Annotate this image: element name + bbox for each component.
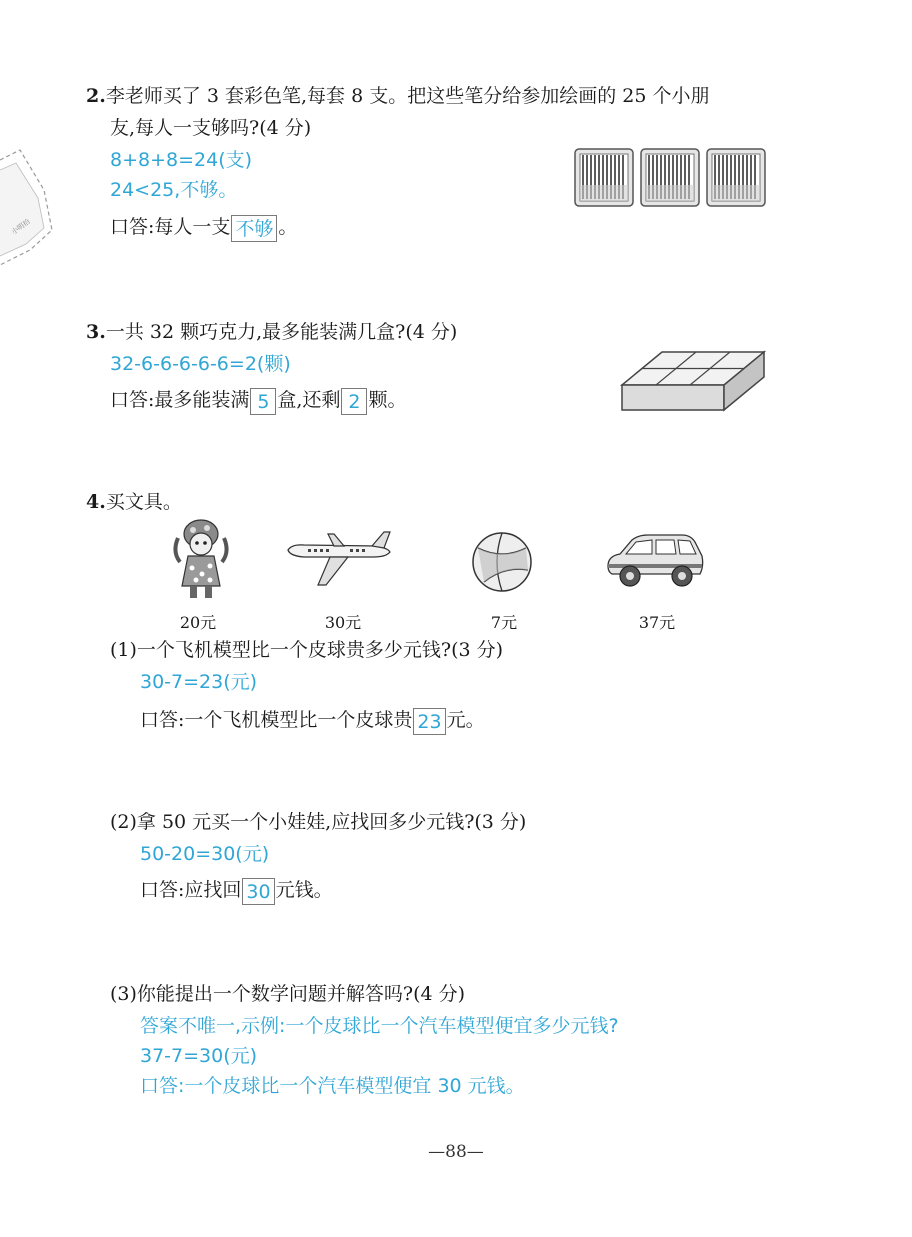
q3-answer <box>110 386 406 415</box>
q3-answer-mid: 盒,还剩 <box>277 389 341 411</box>
airplane-icon <box>284 530 394 588</box>
q2-answer <box>110 213 297 242</box>
chocolate-box-icon <box>620 350 766 412</box>
price-ball: 7元 <box>490 613 518 632</box>
q3-answer-box-2[interactable]: 2 <box>341 388 367 415</box>
q4-p1-answer-prefix: 口答:一个飞机模型比一个皮球贵 <box>140 709 413 731</box>
q3-number: 3. <box>86 321 106 343</box>
svg-text:小明拾: 小明拾 <box>10 217 32 237</box>
q4-p2-work: 50-20=30(元) <box>140 843 270 865</box>
q2-stem-1: 李老师买了 3 套彩色笔,每套 8 支。把这些笔分给参加绘画的 25 个小朋 <box>105 85 710 107</box>
q4-p3-question: (3)你能提出一个数学问题并解答吗?(4 分) <box>110 983 466 1005</box>
q4-p1-answer <box>140 706 485 735</box>
price-doll: 20元 <box>179 613 217 632</box>
q4-p3-line1: 答案不唯一,示例:一个皮球比一个汽车模型便宜多少元钱? <box>140 1015 619 1037</box>
q4-p1-question: (1)一个飞机模型比一个皮球贵多少元钱?(3 分) <box>110 639 504 661</box>
q3-answer-prefix: 口答:最多能装满 <box>110 389 250 411</box>
ball-icon <box>470 530 534 594</box>
q2-work-2: 24<25,不够。 <box>110 179 238 201</box>
q4-p1-work: 30-7=23(元) <box>140 671 258 693</box>
q4-p2-answer <box>140 876 333 905</box>
q2-work-1: 8+8+8=24(支) <box>110 149 253 171</box>
q4-p1-answer-box[interactable]: 23 <box>413 708 445 735</box>
q3-answer-box-1[interactable]: 5 <box>250 388 276 415</box>
q4-p2-question: (2)拿 50 元买一个小娃娃,应找回多少元钱?(3 分) <box>110 811 527 833</box>
q4-title <box>86 488 182 516</box>
corner-badge-icon <box>0 130 60 280</box>
q4-p3-line3: 口答:一个皮球比一个汽车模型便宜 30 元钱。 <box>140 1075 525 1097</box>
q3-work-1: 32-6-6-6-6-6=2(颗) <box>110 353 291 375</box>
doll-icon <box>170 518 232 602</box>
q2-number: 2. <box>86 85 106 107</box>
price-airplane: 30元 <box>324 613 362 632</box>
q4-p1-answer-suffix: 元。 <box>446 709 485 731</box>
q4-p2-answer-box[interactable]: 30 <box>242 878 274 905</box>
car-icon <box>604 532 706 590</box>
q3-stem: 一共 32 颗巧克力,最多能装满几盒?(4 分) <box>105 321 458 343</box>
q3-text-line1 <box>86 318 457 346</box>
pen-sets-icon <box>573 147 771 209</box>
q4-title-text: 买文具。 <box>105 491 182 513</box>
q4-p2-answer-suffix: 元钱。 <box>275 879 333 901</box>
q3-answer-suffix: 颗。 <box>368 389 407 411</box>
q2-answer-prefix: 口答:每人一支 <box>110 216 231 238</box>
q2-text-line2: 友,每人一支够吗?(4 分) <box>110 117 312 139</box>
q2-answer-suffix: 。 <box>278 216 298 238</box>
q2-answer-box[interactable]: 不够 <box>231 215 277 242</box>
q4-p2-answer-prefix: 口答:应找回 <box>140 879 242 901</box>
q4-number: 4. <box>86 491 106 513</box>
price-car: 37元 <box>638 613 676 632</box>
q4-p3-line2: 37-7=30(元) <box>140 1045 258 1067</box>
q2-text-line1 <box>86 82 709 110</box>
page-number: —88— <box>428 1142 484 1162</box>
